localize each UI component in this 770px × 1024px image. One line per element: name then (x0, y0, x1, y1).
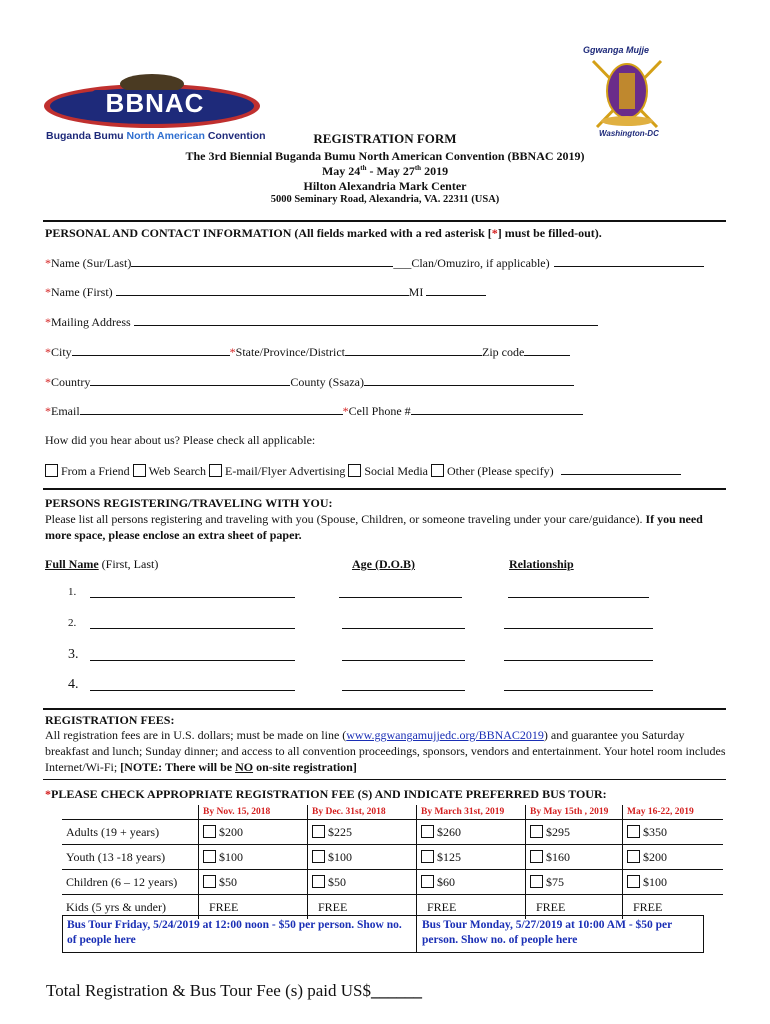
divider-persons (43, 488, 726, 490)
persons-text: Please list all persons registering and traveling with you (Spouse, Children, or someone traveling under your care/guidance). If you need more space, please enclose an extra sheet of paper. (45, 512, 703, 542)
fee-checkbox[interactable] (312, 875, 325, 888)
person-age-field[interactable] (342, 649, 465, 661)
fee-row-adults: Adults (19 + years) $200 $225 $260 $295 $350 (62, 820, 723, 845)
col-age: Age (D.O.B) (352, 557, 415, 571)
fee-row-children: Children (6 – 12 years) $50 $50 $60 $75 $100 (62, 870, 723, 895)
person-name-field[interactable] (90, 617, 295, 629)
divider-check (43, 779, 726, 780)
person-relationship-field[interactable] (504, 649, 653, 661)
mi-field[interactable] (426, 284, 486, 296)
fee-checkbox[interactable] (203, 875, 216, 888)
fee-checkbox[interactable] (203, 850, 216, 863)
county-field[interactable] (364, 374, 574, 386)
fee-checkbox[interactable] (627, 850, 640, 863)
fee-row-youth: Youth (13 -18 years) $100 $100 $125 $160 $200 (62, 845, 723, 870)
fees-heading: REGISTRATION FEES: (45, 713, 175, 727)
person-age-field[interactable] (342, 679, 465, 691)
divider-fees (43, 708, 726, 710)
fee-checkbox[interactable] (530, 850, 543, 863)
other-checkbox[interactable] (431, 464, 444, 477)
personal-heading: PERSONAL AND CONTACT INFORMATION (All fields marked with a red asterisk [*] must be filled-out). (45, 226, 602, 240)
state-field[interactable] (345, 344, 482, 356)
country-row: *Country County (Ssaza) (45, 374, 574, 390)
fee-checkbox[interactable] (627, 825, 640, 838)
person-name-field[interactable] (90, 586, 295, 598)
country-field[interactable] (90, 374, 290, 386)
col-relationship: Relationship (509, 557, 574, 571)
person-age-field[interactable] (339, 586, 462, 598)
col-name: Full Name (First, Last) (45, 557, 159, 571)
person-relationship-field[interactable] (504, 679, 653, 691)
form-title: REGISTRATION FORM (313, 131, 457, 146)
email-row: *Email *Cell Phone # (45, 403, 583, 419)
period-3: By March 31st, 2019 (417, 805, 526, 820)
period-5: May 16-22, 2019 (623, 805, 724, 820)
person-row: 4. (68, 677, 668, 695)
person-relationship-field[interactable] (504, 617, 653, 629)
city-field[interactable] (72, 344, 230, 356)
bbnac-logo-text: BBNAC (105, 88, 205, 118)
fee-table (62, 805, 723, 919)
person-name-field[interactable] (90, 679, 295, 691)
bbnac-logo-subtitle: Buganda Bumu North American Convention (46, 130, 266, 142)
fee-checkbox[interactable] (421, 875, 434, 888)
person-name-field[interactable] (90, 649, 295, 661)
convention-dates: May 24th - May 27th 2019 (321, 164, 449, 178)
persons-heading: PERSONS REGISTERING/TRAVELING WITH YOU: (45, 496, 333, 510)
fee-checkbox[interactable] (312, 850, 325, 863)
venue-name: Hilton Alexandria Mark Center (303, 179, 467, 193)
bus-tour-friday[interactable]: Bus Tour Friday, 5/24/2019 at 12:00 noon - $50 per person. Show no. of people here (67, 919, 402, 946)
other-specify-field[interactable] (561, 463, 681, 475)
zip-field[interactable] (524, 344, 570, 356)
fee-checkbox[interactable] (421, 850, 434, 863)
hear-options: From a Friend Web Search E-mail/Flyer Advertising Social Media Other (Please specify) (45, 463, 681, 479)
fees-text: All registration fees are in U.S. dollars; must be made on line (www.ggwangamujjedc.org/BBNAC2019) and guarantee you Saturday breakfast and lunch; Sunday dinner; and access to all convention proceedings, sponsors, vendors and entertainment. Your hotel room includes Internet/Wi-Fi; [NOTE: There will be NO on-site registration] (45, 728, 726, 774)
hear-question: How did you hear about us? Please check all applicable: (45, 433, 316, 447)
ggwanga-mujje-logo (575, 45, 675, 140)
check-heading: *PLEASE CHECK APPROPRIATE REGISTRATION FEE (S) AND INDICATE PREFERRED BUS TOUR: (45, 787, 607, 801)
social-media-checkbox[interactable] (348, 464, 361, 477)
period-1: By Nov. 15, 2018 (199, 805, 308, 820)
bus-tour-monday[interactable]: Bus Tour Monday, 5/27/2019 at 10:00 AM - $50 per person. Show no. of people here (422, 919, 673, 946)
mailing-address-field[interactable] (134, 314, 598, 326)
total-paid: Total Registration & Bus Tour Fee (s) paid US$______ (46, 981, 423, 1000)
fee-row-kids: Kids (5 yrs & under) FREE FREE FREE FREE FREE (62, 895, 723, 920)
convention-name: The 3rd Biennial Buganda Bumu North American Convention (BBNAC 2019) (185, 149, 585, 163)
fee-checkbox[interactable] (530, 825, 543, 838)
email-field[interactable] (80, 403, 343, 415)
friend-checkbox[interactable] (45, 464, 58, 477)
ggwanga-logo-top: Ggwanga Mujje (583, 45, 650, 55)
person-row: 1. (68, 586, 668, 602)
fee-checkbox[interactable] (312, 825, 325, 838)
mailing-row: *Mailing Address (45, 314, 598, 330)
clan-field[interactable] (554, 255, 704, 267)
person-row: 2. (68, 617, 668, 633)
ggwanga-logo-bottom: Washington-DC (599, 129, 659, 138)
person-age-field[interactable] (342, 617, 465, 629)
divider-top (43, 220, 726, 222)
bus-tour-box (62, 915, 704, 953)
period-4: By May 15th , 2019 (526, 805, 623, 820)
name-first-row: *Name (First) MI (45, 284, 486, 300)
fee-checkbox[interactable] (627, 875, 640, 888)
person-relationship-field[interactable] (508, 586, 649, 598)
cell-phone-field[interactable] (411, 403, 583, 415)
name-last-field[interactable] (131, 255, 393, 267)
registration-link[interactable]: www.ggwangamujjedc.org/BBNAC2019 (346, 728, 544, 742)
fee-checkbox[interactable] (203, 825, 216, 838)
web-search-checkbox[interactable] (133, 464, 146, 477)
period-2: By Dec. 31st, 2018 (308, 805, 417, 820)
name-first-field[interactable] (116, 284, 409, 296)
person-row: 3. (68, 647, 668, 665)
fee-checkbox[interactable] (421, 825, 434, 838)
name-last-row: *Name (Sur/Last) ___Clan/Omuziro, if applicable) (45, 255, 704, 271)
total-field[interactable]: ______ (371, 981, 423, 1000)
fee-checkbox[interactable] (530, 875, 543, 888)
email-flyer-checkbox[interactable] (209, 464, 222, 477)
city-row: *City *State/Province/District Zip code (45, 344, 570, 360)
venue-address: 5000 Seminary Road, Alexandria, VA. 22311 (USA) (270, 194, 500, 205)
